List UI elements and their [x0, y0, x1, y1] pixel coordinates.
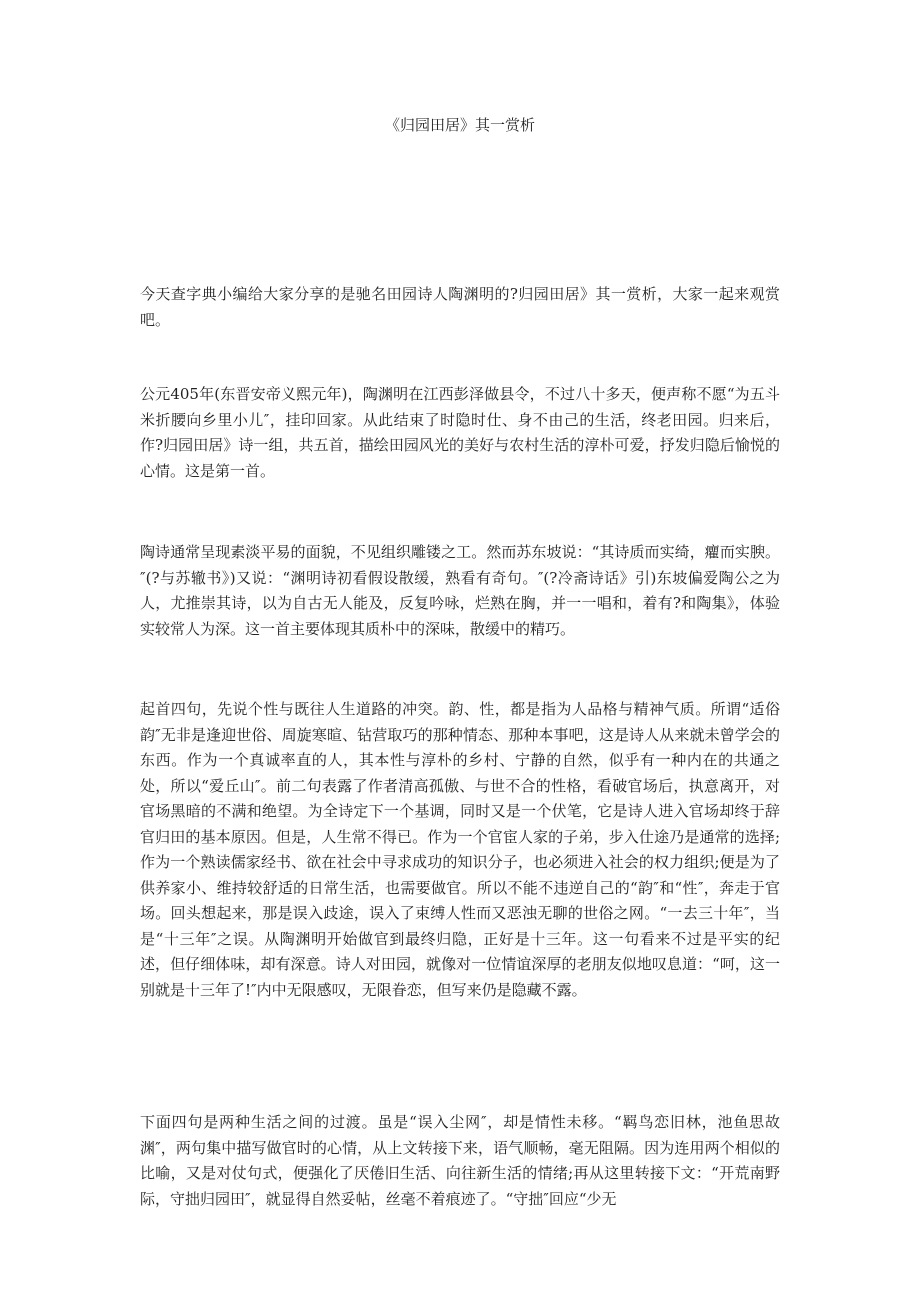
paragraph-opening-lines: 起首四句，先说个性与既往人生道路的冲突。韵、性，都是指为人品格与精神气质。所谓“适俗韵″无非是逢迎世俗、周旋寒暄、钻营取巧的那种情态、那种本事吧，这是诗人从来就未曾学会的东西。作为一个真诚率直的人，其本性与淳朴的乡村、宁静的自然，似乎有一种内在的共通之处，所以“爱丘山″。前二句表露了作者清高孤傲、与世不合的性格，看破官场后，执意离开，对官场黑暗的不满和绝望。为全诗定下一个基调，同时又是一个伏笔，它是诗人进入官场却终于辞官归田的基本原因。但是，人生常不得已。作为一个官宦人家的子弟，步入仕途乃是通常的选择;作为一个熟读儒家经书、欲在社会中寻求成功的知识分子，也必须进入社会的权力组织;便是为了供养家小、维持较舒适的日常生活，也需要做官。所以不能不违逆自己的“韵″和“性″，奔走于官场。回头想起来，那是误入歧途，误入了束缚人性而又恶浊无聊的世俗之网。“一去三十年″，当是“十三年″之误。从陶渊明开始做官到最终归隐，正好是十三年。这一句看来不过是平实的纪述，但仔细体味，却有深意。诗人对田园，就像对一位情谊深厚的老朋友似地叹息道：“呵，这一别就是十三年了!″内中无限感叹，无限眷恋，但写来仍是隐藏不露。	[140, 700, 780, 999]
paragraph-intro: 今天查字典小编给大家分享的是驰名田园诗人陶渊明的?归园田居》其一赏析，大家一起来观赏吧。	[140, 285, 780, 329]
paragraph-background: 公元405年(东晋安帝义熙元年)，陶渊明在江西彭泽做县令，不过八十多天，便声称不愿“为五斗米折腰向乡里小儿″，挂印回家。从此结束了时隐时仕、身不由己的生活，终老田园。归来后，作?归园田居》诗一组，共五首，描绘田园风光的美好与农村生活的淳朴可爱，抒发归隐后愉悦的心情。这是第一首。	[140, 385, 780, 480]
page-title: 《归园田居》其一赏析	[384, 116, 535, 134]
paragraph-style: 陶诗通常呈现素淡平易的面貌，不见组织雕镂之工。然而苏东坡说：“其诗质而实绮，癯而实腴。″(?与苏辙书》)又说：“渊明诗初看假设散缓，熟看有奇句。″(?冷斋诗话》引)东坡偏爱陶公之为人，尤推崇其诗，以为自古无人能及，反复吟咏，烂熟在胸，并一一唱和，着有?和陶集》，体验实较常人为深。这一首主要体现其质朴中的深味，散缓中的精巧。	[140, 543, 780, 638]
paragraph-transition: 下面四句是两种生活之间的过渡。虽是“误入尘网″，却是情性未移。“羁鸟恋旧林，池鱼思故渊″，两句集中描写做官时的心情，从上文转接下来，语气顺畅，毫无阻隔。因为连用两个相似的比喻，又是对仗句式，便强化了厌倦旧生活、向往新生活的情绪;再从这里转接下文：“开荒南野际，守拙归园田″，就显得自然妥帖，丝毫不着痕迹了。“守拙″回应“少无	[140, 1113, 780, 1208]
